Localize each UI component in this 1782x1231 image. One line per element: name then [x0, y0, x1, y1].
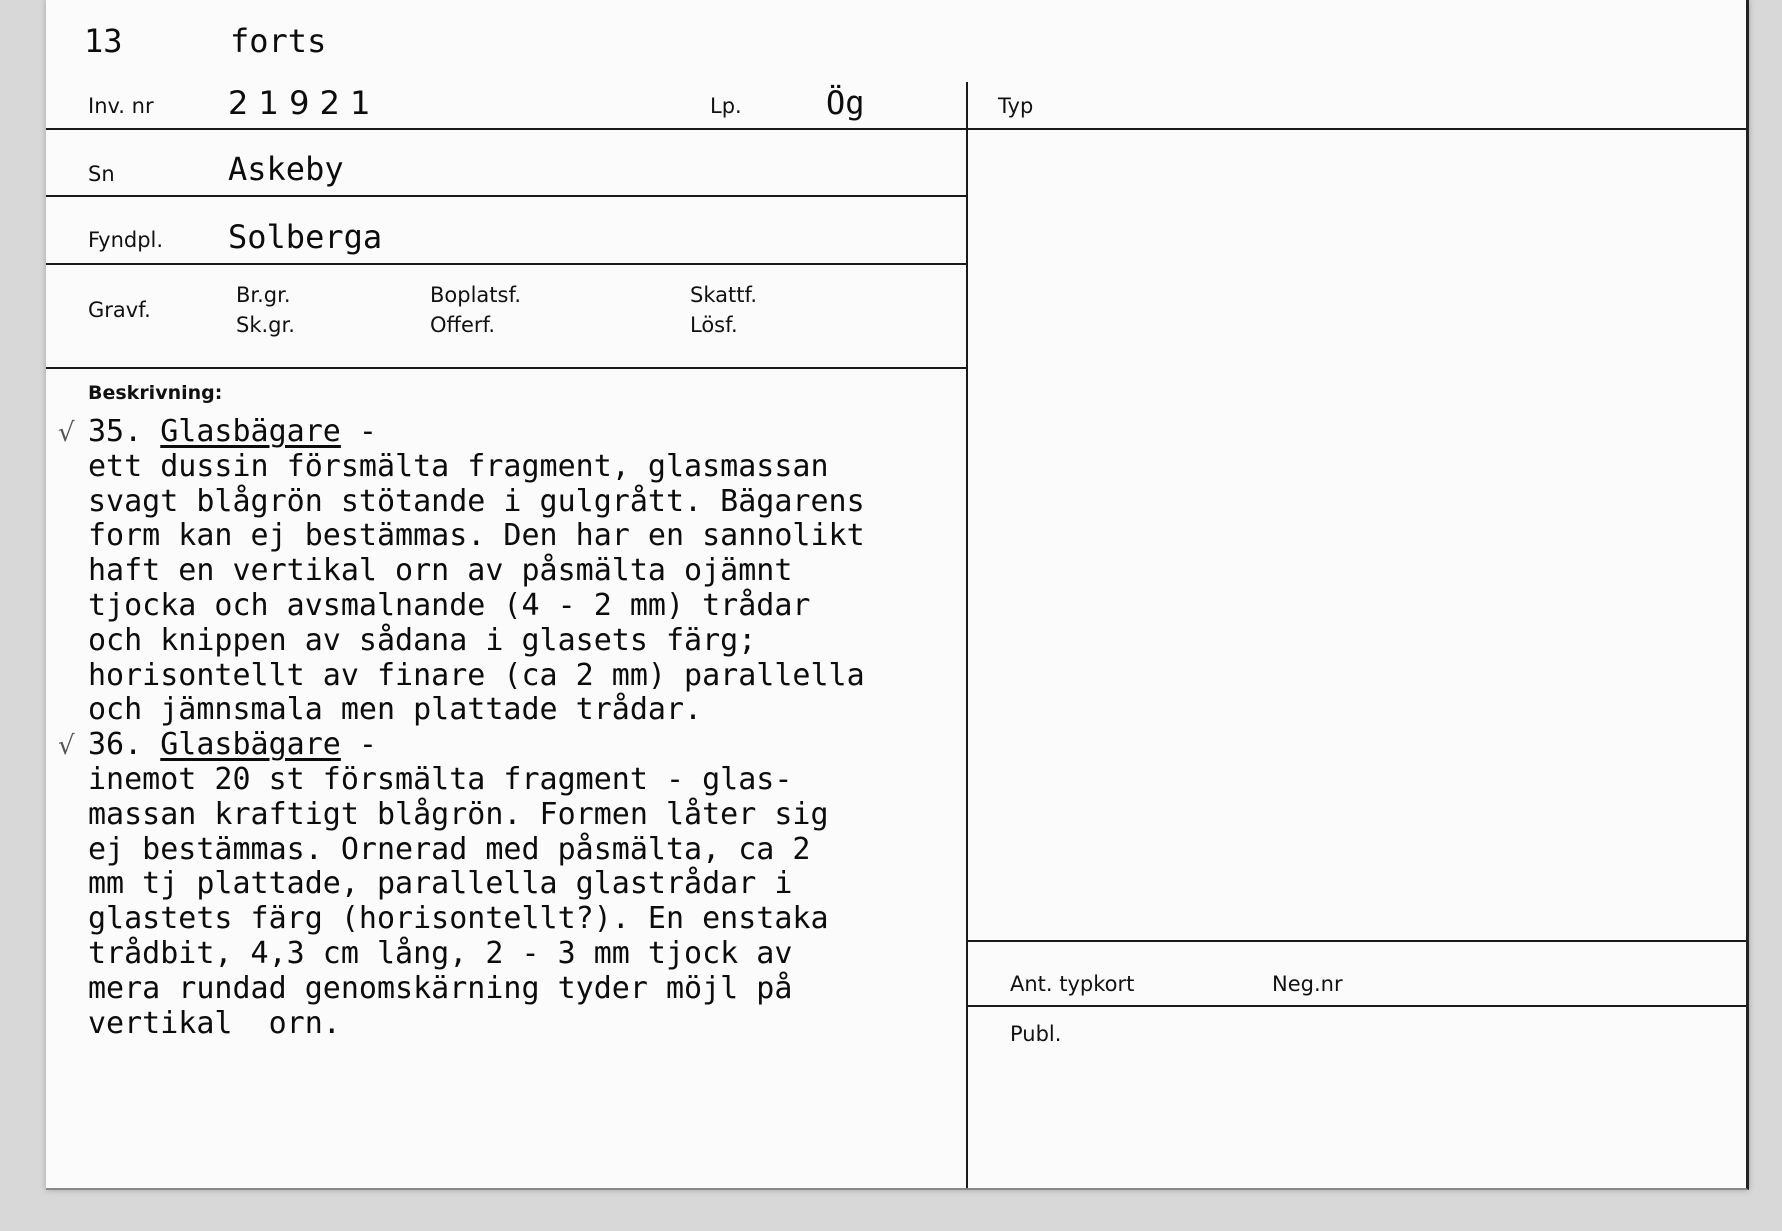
item-dash: -: [340, 727, 377, 763]
check-mark-36: √: [58, 731, 75, 761]
description-line: svagt blågrön stötande i gulgrått. Bägarens: [88, 483, 865, 519]
item-number: 35.: [88, 414, 161, 449]
rule-right-publ: [966, 1005, 1746, 1007]
item-heading: Glasbägare: [160, 727, 341, 763]
losf-label: Lösf.: [690, 313, 738, 337]
rule-fyndpl: [46, 263, 966, 265]
skgr-label: Sk.gr.: [236, 313, 295, 337]
fyndpl-label: Fyndpl.: [88, 228, 164, 252]
description-line: ett dussin försmälta fragment, glasmassan: [88, 448, 829, 484]
description-line: och jämnsmala men plattade trådar.: [88, 692, 703, 728]
description-line: och knippen av sådana i glasets färg;: [88, 622, 757, 658]
rule-inv: [46, 128, 1746, 130]
publ-label: Publ.: [1010, 1022, 1062, 1046]
inv-value: 2 1 9 2 1: [228, 84, 371, 122]
column-divider: [966, 82, 968, 1188]
boplatsf-label: Boplatsf.: [430, 283, 522, 307]
brgr-label: Br.gr.: [236, 283, 291, 307]
description-line: haft en vertikal orn av påsmälta ojämnt: [88, 553, 793, 589]
description-line: mera rundad genomskärning tyder möjl på: [88, 970, 793, 1006]
description-line: form kan ej bestämmas. Den har en sannolikt: [88, 518, 865, 554]
description-line: inemot 20 st försmälta fragment - glas-: [88, 761, 793, 797]
rule-right-typkort: [966, 940, 1746, 942]
item-number: 36.: [88, 727, 161, 763]
item-heading: Glasbägare: [160, 414, 341, 449]
description-line: massan kraftigt blågrön. Formen låter sig: [88, 796, 829, 832]
catalog-card: [46, 0, 1749, 1190]
sn-value: Askeby: [228, 150, 344, 188]
description-line: tjocka och avsmalnande (4 - 2 mm) trådar: [88, 587, 811, 623]
check-mark-35: √: [58, 418, 75, 448]
item-dash: -: [340, 414, 377, 449]
fyndpl-value: Solberga: [228, 218, 383, 256]
rule-sn: [46, 195, 966, 197]
card-number: 13: [84, 22, 123, 60]
description-label: Beskrivning:: [88, 382, 223, 404]
description-line: ej bestämmas. Ornerad med påsmälta, ca 2: [88, 831, 811, 867]
description-line: vertikal orn.: [88, 1005, 341, 1041]
typ-label: Typ: [998, 94, 1034, 118]
sn-label: Sn: [88, 162, 115, 186]
description-line: mm tj plattade, parallella glastrådar i: [88, 866, 793, 902]
description-text: [88, 415, 865, 1041]
description-line: glastets färg (horisontellt?). En enstaka: [88, 901, 829, 937]
rule-gravf: [46, 367, 966, 369]
lp-label: Lp.: [710, 94, 742, 118]
offerf-label: Offerf.: [430, 313, 496, 337]
lp-value: Ög: [826, 84, 865, 122]
gravf-label: Gravf.: [88, 298, 151, 322]
description-line: trådbit, 4,3 cm lång, 2 - 3 mm tjock av: [88, 935, 793, 971]
inv-label: Inv. nr: [88, 94, 154, 118]
description-line: [88, 415, 865, 450]
skattf-label: Skattf.: [690, 283, 757, 307]
neg-nr-label: Neg.nr: [1272, 972, 1343, 996]
description-line: [88, 728, 865, 763]
continuation-note: forts: [230, 22, 327, 60]
ant-typkort-label: Ant. typkort: [1010, 972, 1135, 996]
description-line: horisontellt av finare (ca 2 mm) parallella: [88, 657, 865, 693]
